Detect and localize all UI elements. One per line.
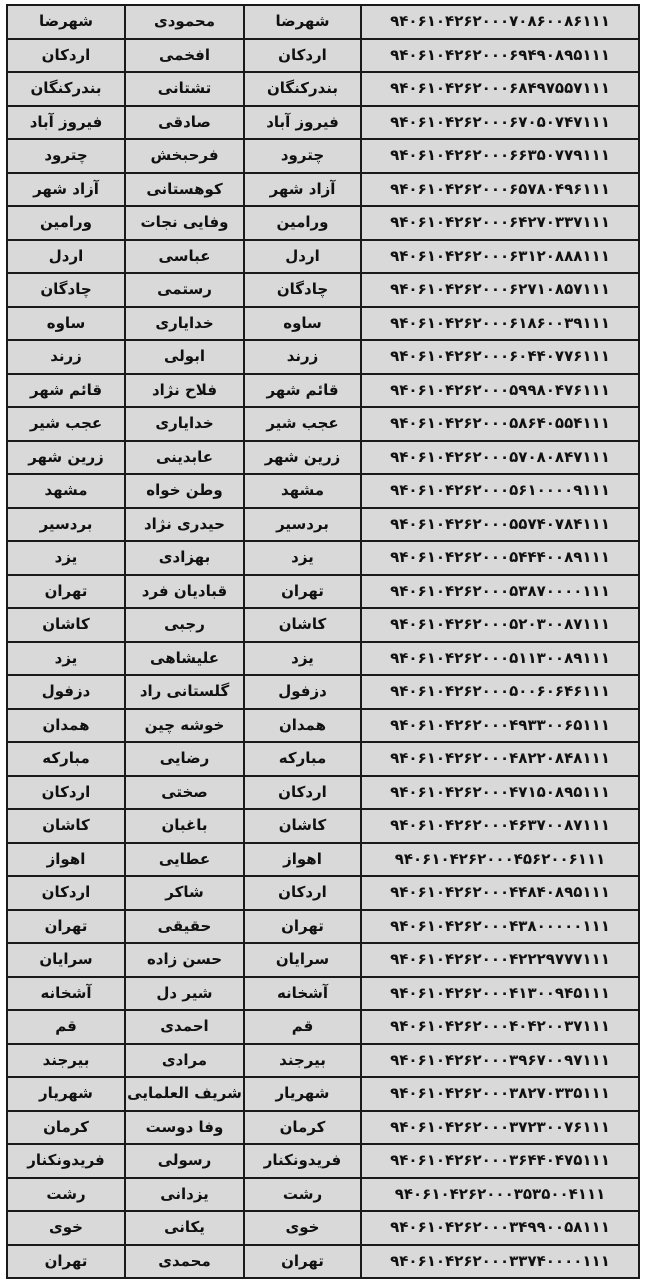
code-cell: ۹۴۰۶۱۰۴۲۶۲۰۰۰۷۰۸۶۰۰۸۶۱۱۱ xyxy=(361,5,639,39)
city-cell-secondary: آشخانه xyxy=(244,977,361,1011)
table-row xyxy=(7,876,639,910)
table-row xyxy=(7,441,639,475)
name-cell: یکانی xyxy=(125,1211,244,1245)
city-cell-secondary: چادگان xyxy=(244,273,361,307)
table-row xyxy=(7,340,639,374)
city-cell: مبارکه xyxy=(7,742,125,776)
city-cell: اردکان xyxy=(7,876,125,910)
city-cell-secondary: فیروز آباد xyxy=(244,106,361,140)
city-cell-secondary: تهران xyxy=(244,910,361,944)
city-cell: بیرجند xyxy=(7,1044,125,1078)
city-cell-secondary: زرند xyxy=(244,340,361,374)
code-cell: ۹۴۰۶۱۰۴۲۶۲۰۰۰۴۰۴۲۰۰۳۷۱۱۱ xyxy=(361,1010,639,1044)
code-cell: ۹۴۰۶۱۰۴۲۶۲۰۰۰۴۷۱۵۰۸۹۵۱۱۱ xyxy=(361,776,639,810)
city-cell: اهواز xyxy=(7,843,125,877)
code-cell: ۹۴۰۶۱۰۴۲۶۲۰۰۰۵۷۰۸۰۸۴۷۱۱۱ xyxy=(361,441,639,475)
name-cell: حیدری نژاد xyxy=(125,508,244,542)
table-row xyxy=(7,374,639,408)
name-cell: محمدی xyxy=(125,1245,244,1279)
city-cell: یزد xyxy=(7,541,125,575)
name-cell: علیشاهی xyxy=(125,642,244,676)
city-cell-secondary: همدان xyxy=(244,709,361,743)
table-row xyxy=(7,273,639,307)
city-cell-secondary: ورامین xyxy=(244,206,361,240)
code-cell: ۹۴۰۶۱۰۴۲۶۲۰۰۰۶۷۰۵۰۷۴۷۱۱۱ xyxy=(361,106,639,140)
code-cell: ۹۴۰۶۱۰۴۲۶۲۰۰۰۳۷۲۳۰۰۷۶۱۱۱ xyxy=(361,1111,639,1145)
name-cell: صختی xyxy=(125,776,244,810)
code-cell: ۹۴۰۶۱۰۴۲۶۲۰۰۰۵۸۶۴۰۵۵۴۱۱۱ xyxy=(361,407,639,441)
city-cell: اردکان xyxy=(7,39,125,73)
table-row xyxy=(7,206,639,240)
city-cell-secondary: تهران xyxy=(244,1245,361,1279)
city-cell-secondary: مبارکه xyxy=(244,742,361,776)
code-cell: ۹۴۰۶۱۰۴۲۶۲۰۰۰۵۵۷۴۰۷۸۴۱۱۱ xyxy=(361,508,639,542)
city-cell-secondary: کاشان xyxy=(244,608,361,642)
code-cell: ۹۴۰۶۱۰۴۲۶۲۰۰۰۴۲۲۲۹۷۷۷۱۱۱ xyxy=(361,943,639,977)
city-cell-secondary: اردکان xyxy=(244,39,361,73)
city-cell-secondary: آزاد شهر xyxy=(244,173,361,207)
city-cell: آشخانه xyxy=(7,977,125,1011)
city-cell-secondary: قائم شهر xyxy=(244,374,361,408)
table-row xyxy=(7,977,639,1011)
city-cell: فریدونکنار xyxy=(7,1144,125,1178)
code-cell: ۹۴۰۶۱۰۴۲۶۲۰۰۰۴۳۸۰۰۰۰۰۱۱۱ xyxy=(361,910,639,944)
code-cell: ۹۴۰۶۱۰۴۲۶۲۰۰۰۳۹۶۷۰۰۹۷۱۱۱ xyxy=(361,1044,639,1078)
name-cell: فلاح نژاد xyxy=(125,374,244,408)
name-cell: شاکر xyxy=(125,876,244,910)
city-cell-secondary: چترود xyxy=(244,139,361,173)
name-cell: صادقی xyxy=(125,106,244,140)
table-row xyxy=(7,843,639,877)
city-cell: دزفول xyxy=(7,675,125,709)
code-cell: ۹۴۰۶۱۰۴۲۶۲۰۰۰۴۶۳۷۰۰۸۷۱۱۱ xyxy=(361,809,639,843)
table-row xyxy=(7,407,639,441)
table-row xyxy=(7,1144,639,1178)
code-cell: ۹۴۰۶۱۰۴۲۶۲۰۰۰۵۲۰۳۰۰۸۷۱۱۱ xyxy=(361,608,639,642)
name-cell: رستمی xyxy=(125,273,244,307)
name-cell: خدایاری xyxy=(125,407,244,441)
city-cell: تهران xyxy=(7,1245,125,1279)
code-cell: ۹۴۰۶۱۰۴۲۶۲۰۰۰۶۵۷۸۰۴۹۶۱۱۱ xyxy=(361,173,639,207)
table-row xyxy=(7,1111,639,1145)
city-cell-secondary: بیرجند xyxy=(244,1044,361,1078)
city-cell-secondary: سرایان xyxy=(244,943,361,977)
city-cell: قم xyxy=(7,1010,125,1044)
city-cell-secondary: مشهد xyxy=(244,474,361,508)
name-cell: وطن خواه xyxy=(125,474,244,508)
city-cell-secondary: زرین شهر xyxy=(244,441,361,475)
city-cell-secondary: ساوه xyxy=(244,307,361,341)
name-cell: افخمی xyxy=(125,39,244,73)
table-row xyxy=(7,474,639,508)
code-cell: ۹۴۰۶۱۰۴۲۶۲۰۰۰۳۸۲۷۰۳۳۵۱۱۱ xyxy=(361,1077,639,1111)
city-cell-secondary: شهرضا xyxy=(244,5,361,39)
name-cell: محمودی xyxy=(125,5,244,39)
city-cell: اردکان xyxy=(7,776,125,810)
city-cell-secondary: اردکان xyxy=(244,776,361,810)
table-row xyxy=(7,173,639,207)
name-cell: یزدانی xyxy=(125,1178,244,1212)
code-cell: ۹۴۰۶۱۰۴۲۶۲۰۰۰۵۰۰۶۰۶۴۶۱۱۱ xyxy=(361,675,639,709)
city-cell: کاشان xyxy=(7,809,125,843)
name-cell: احمدی xyxy=(125,1010,244,1044)
name-cell: حسن زاده xyxy=(125,943,244,977)
table-row xyxy=(7,675,639,709)
city-cell: شهرضا xyxy=(7,5,125,39)
name-cell: تشتانی xyxy=(125,72,244,106)
table-row xyxy=(7,39,639,73)
name-cell: عباسی xyxy=(125,240,244,274)
document-sheet xyxy=(6,4,630,1279)
table-row xyxy=(7,5,639,39)
city-cell-secondary: شهریار xyxy=(244,1077,361,1111)
city-cell-secondary: بندرکنگان xyxy=(244,72,361,106)
city-cell-secondary: کرمان xyxy=(244,1111,361,1145)
table-row xyxy=(7,307,639,341)
city-cell: عجب شیر xyxy=(7,407,125,441)
table-row xyxy=(7,742,639,776)
table-row xyxy=(7,910,639,944)
code-cell: ۹۴۰۶۱۰۴۲۶۲۰۰۰۶۹۴۹۰۸۹۵۱۱۱ xyxy=(361,39,639,73)
code-cell: ۹۴۰۶۱۰۴۲۶۲۰۰۰۳۶۴۴۰۴۷۵۱۱۱ xyxy=(361,1144,639,1178)
code-cell: ۹۴۰۶۱۰۴۲۶۲۰۰۰۳۵۳۵۰۰۴۱۱۱ xyxy=(361,1178,639,1212)
code-cell: ۹۴۰۶۱۰۴۲۶۲۰۰۰۵۴۴۴۰۰۸۹۱۱۱ xyxy=(361,541,639,575)
city-cell: تهران xyxy=(7,910,125,944)
code-cell: ۹۴۰۶۱۰۴۲۶۲۰۰۰۶۳۱۲۰۸۸۸۱۱۱ xyxy=(361,240,639,274)
city-cell: ساوه xyxy=(7,307,125,341)
code-cell: ۹۴۰۶۱۰۴۲۶۲۰۰۰۶۰۴۴۰۷۷۶۱۱۱ xyxy=(361,340,639,374)
table-row xyxy=(7,541,639,575)
table-row xyxy=(7,508,639,542)
city-cell: چادگان xyxy=(7,273,125,307)
code-cell: ۹۴۰۶۱۰۴۲۶۲۰۰۰۶۸۴۹۷۵۵۷۱۱۱ xyxy=(361,72,639,106)
code-cell: ۹۴۰۶۱۰۴۲۶۲۰۰۰۵۱۱۳۰۰۸۹۱۱۱ xyxy=(361,642,639,676)
city-cell-secondary: کاشان xyxy=(244,809,361,843)
name-cell: رضایی xyxy=(125,742,244,776)
city-cell: چترود xyxy=(7,139,125,173)
city-cell: ورامین xyxy=(7,206,125,240)
code-cell: ۹۴۰۶۱۰۴۲۶۲۰۰۰۴۹۳۳۰۰۶۵۱۱۱ xyxy=(361,709,639,743)
city-cell: اردل xyxy=(7,240,125,274)
code-cell: ۹۴۰۶۱۰۴۲۶۲۰۰۰۳۳۷۴۰۰۰۰۱۱۱ xyxy=(361,1245,639,1279)
city-cell-secondary: خوی xyxy=(244,1211,361,1245)
code-cell: ۹۴۰۶۱۰۴۲۶۲۰۰۰۴۵۶۲۰۰۶۱۱۱ xyxy=(361,843,639,877)
name-cell: خوشه چین xyxy=(125,709,244,743)
name-cell: رسولی xyxy=(125,1144,244,1178)
city-cell: کاشان xyxy=(7,608,125,642)
code-cell: ۹۴۰۶۱۰۴۲۶۲۰۰۰۴۸۲۲۰۸۴۸۱۱۱ xyxy=(361,742,639,776)
records-table-body xyxy=(7,5,639,1278)
city-cell-secondary: عجب شیر xyxy=(244,407,361,441)
name-cell: ابولی xyxy=(125,340,244,374)
city-cell: زرین شهر xyxy=(7,441,125,475)
name-cell: قبادیان فرد xyxy=(125,575,244,609)
city-cell: مشهد xyxy=(7,474,125,508)
city-cell-secondary: اهواز xyxy=(244,843,361,877)
name-cell: فرحبخش xyxy=(125,139,244,173)
code-cell: ۹۴۰۶۱۰۴۲۶۲۰۰۰۶۶۳۵۰۷۷۹۱۱۱ xyxy=(361,139,639,173)
name-cell: حقیقی xyxy=(125,910,244,944)
city-cell: قائم شهر xyxy=(7,374,125,408)
table-row xyxy=(7,139,639,173)
table-row xyxy=(7,1044,639,1078)
name-cell: شریف العلمایی xyxy=(125,1077,244,1111)
city-cell-secondary: تهران xyxy=(244,575,361,609)
table-row xyxy=(7,776,639,810)
table-row xyxy=(7,106,639,140)
name-cell: مرادی xyxy=(125,1044,244,1078)
name-cell: وفایی نجات xyxy=(125,206,244,240)
name-cell: رجبی xyxy=(125,608,244,642)
table-row xyxy=(7,642,639,676)
city-cell: تهران xyxy=(7,575,125,609)
city-cell: زرند xyxy=(7,340,125,374)
city-cell: سرایان xyxy=(7,943,125,977)
city-cell: بردسیر xyxy=(7,508,125,542)
code-cell: ۹۴۰۶۱۰۴۲۶۲۰۰۰۵۶۱۰۰۰۰۹۱۱۱ xyxy=(361,474,639,508)
code-cell: ۹۴۰۶۱۰۴۲۶۲۰۰۰۵۳۸۷۰۰۰۰۱۱۱ xyxy=(361,575,639,609)
city-cell: فیروز آباد xyxy=(7,106,125,140)
name-cell: خدایاری xyxy=(125,307,244,341)
city-cell-secondary: فریدونکنار xyxy=(244,1144,361,1178)
table-row xyxy=(7,72,639,106)
name-cell: شیر دل xyxy=(125,977,244,1011)
table-row xyxy=(7,608,639,642)
table-row xyxy=(7,943,639,977)
table-row xyxy=(7,575,639,609)
table-row xyxy=(7,1245,639,1279)
city-cell-secondary: بردسیر xyxy=(244,508,361,542)
name-cell: گلستانی راد xyxy=(125,675,244,709)
name-cell: باغبان xyxy=(125,809,244,843)
code-cell: ۹۴۰۶۱۰۴۲۶۲۰۰۰۵۹۹۸۰۴۷۶۱۱۱ xyxy=(361,374,639,408)
city-cell-secondary: دزفول xyxy=(244,675,361,709)
table-row xyxy=(7,809,639,843)
city-cell: آزاد شهر xyxy=(7,173,125,207)
name-cell: کوهستانی xyxy=(125,173,244,207)
records-table xyxy=(6,4,640,1279)
table-row xyxy=(7,709,639,743)
city-cell: یزد xyxy=(7,642,125,676)
city-cell-secondary: رشت xyxy=(244,1178,361,1212)
city-cell-secondary: اردکان xyxy=(244,876,361,910)
city-cell: رشت xyxy=(7,1178,125,1212)
name-cell: بهزادی xyxy=(125,541,244,575)
city-cell: همدان xyxy=(7,709,125,743)
table-row xyxy=(7,240,639,274)
table-row xyxy=(7,1077,639,1111)
city-cell: کرمان xyxy=(7,1111,125,1145)
code-cell: ۹۴۰۶۱۰۴۲۶۲۰۰۰۴۱۳۰۰۹۴۵۱۱۱ xyxy=(361,977,639,1011)
name-cell: عابدینی xyxy=(125,441,244,475)
city-cell-secondary: یزد xyxy=(244,642,361,676)
city-cell: شهریار xyxy=(7,1077,125,1111)
code-cell: ۹۴۰۶۱۰۴۲۶۲۰۰۰۶۲۷۱۰۸۵۷۱۱۱ xyxy=(361,273,639,307)
name-cell: عطایی xyxy=(125,843,244,877)
code-cell: ۹۴۰۶۱۰۴۲۶۲۰۰۰۶۱۸۶۰۰۳۹۱۱۱ xyxy=(361,307,639,341)
code-cell: ۹۴۰۶۱۰۴۲۶۲۰۰۰۳۴۹۹۰۰۵۸۱۱۱ xyxy=(361,1211,639,1245)
table-row xyxy=(7,1010,639,1044)
name-cell: وفا دوست xyxy=(125,1111,244,1145)
city-cell-secondary: قم xyxy=(244,1010,361,1044)
code-cell: ۹۴۰۶۱۰۴۲۶۲۰۰۰۶۴۲۷۰۳۳۷۱۱۱ xyxy=(361,206,639,240)
code-cell: ۹۴۰۶۱۰۴۲۶۲۰۰۰۴۴۸۴۰۸۹۵۱۱۱ xyxy=(361,876,639,910)
city-cell: خوی xyxy=(7,1211,125,1245)
table-row xyxy=(7,1211,639,1245)
table-row xyxy=(7,1178,639,1212)
city-cell: بندرکنگان xyxy=(7,72,125,106)
city-cell-secondary: اردل xyxy=(244,240,361,274)
city-cell-secondary: یزد xyxy=(244,541,361,575)
